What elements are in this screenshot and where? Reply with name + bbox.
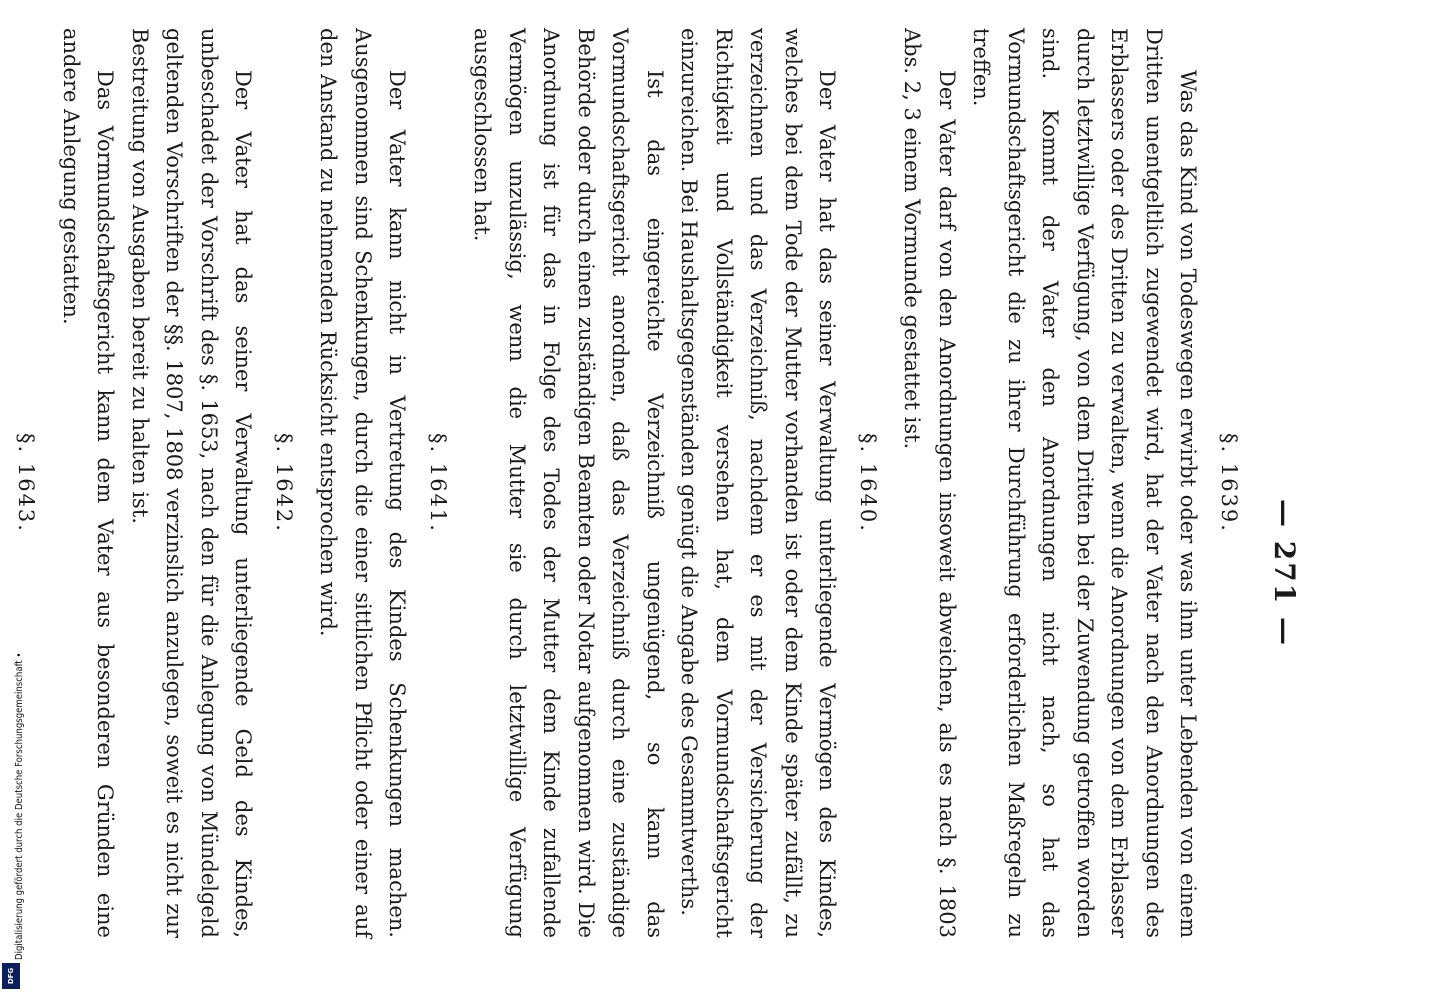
credit-text: Digitalisierung gefördert durch die Deutsche Forschungsgemeinschaft • xyxy=(14,652,25,960)
section-1640 xyxy=(465,28,885,938)
section-title: §. 1641. xyxy=(426,433,450,533)
digitization-credit xyxy=(0,0,24,1000)
paragraph: Ist das eingereichte Verzeichniß ungenügend, so kann das Vormundschaftsgericht anordnen, daß das Verzeichniß durch eine zuständige Behörde oder durch einen zuständigen Beamten oder Notar aufgenommen wird. Die Anordnung ist für das in Folge des Todes der Mutter dem Kinde zufallende Vermögen unzulässig, wenn die Mutter sie durch letztwillige Verfügung ausgeschlossen hat. xyxy=(470,28,667,938)
paragraph: Der Vater hat das seiner Verwaltung unterliegende Geld des Kindes, unbeschadet der Vorschrift des §. 1653, nach den für die Anlegung von Mündelgeld geltenden Vorschriften der §§. 1807, 1808 verzinslich anzulegen, soweit es nicht zur Bestreitung von Ausgaben bereit zu halten ist. xyxy=(128,28,256,938)
paragraph: Das Vormundschaftsgericht kann dem Vater aus besonderen Gründen eine andere Anlegung gestatten. xyxy=(59,28,118,938)
section-title: §. 1639. xyxy=(1217,433,1241,533)
page-number-header: — 271 — xyxy=(1268,499,1301,647)
section-title: §. 1642. xyxy=(272,433,296,533)
dfg-logo xyxy=(2,963,20,989)
paragraph: Der Vater darf von den Anordnungen insoweit abweichen, als es nach §. 1803 Abs. 2, 3 einem Vormunde gestattet ist. xyxy=(900,28,959,938)
section-1641 xyxy=(311,28,455,938)
section-1642 xyxy=(54,28,302,938)
section-title: §. 1640. xyxy=(856,433,880,533)
paragraph: Der Vater kann nicht in Vertretung des Kindes Schenkungen machen. Ausgenommen sind Schenkungen, durch die einer sittlichen Pflicht oder einer auf den Anstand zu nehmenden Rücksicht entsprochen wird. xyxy=(316,28,410,938)
paragraph: Der Vater hat das seiner Verwaltung unterliegende Vermögen des Kindes, welches bei dem Tode der Mutter vorhanden ist oder dem Kinde später zufällt, zu verzeichnen und das Verzeichniß, nachdem er es mit der Versicherung der Richtigkeit und Vollständigkeit versehen hat, dem Vormundschaftsgericht einzureichen. Bei Haushaltsgegenständen genügt die Angabe des Gesammtwerths. xyxy=(677,28,840,938)
section-1639 xyxy=(895,28,1246,938)
section-title: §. 1643. xyxy=(14,433,39,533)
paragraph: Was das Kind von Todeswegen erwirbt oder was ihm unter Lebenden von einem Dritten unentgeltlich zugewendet wird, hat der Vater nach den Anordnungen des Erblassers oder des Dritten zu verwalten, wenn die Anordnungen von dem Erblasser durch letztwillige Verfügung, von dem Dritten bei der Zuwendung getroffen worden sind. Kommt der Vater den Anordnungen nicht nach, so hat das Vormundschaftsgericht die zu ihrer Durchführung erforderlichen Maßregeln zu treffen. xyxy=(969,28,1201,938)
dfg-logo-text: DFG xyxy=(7,967,15,985)
